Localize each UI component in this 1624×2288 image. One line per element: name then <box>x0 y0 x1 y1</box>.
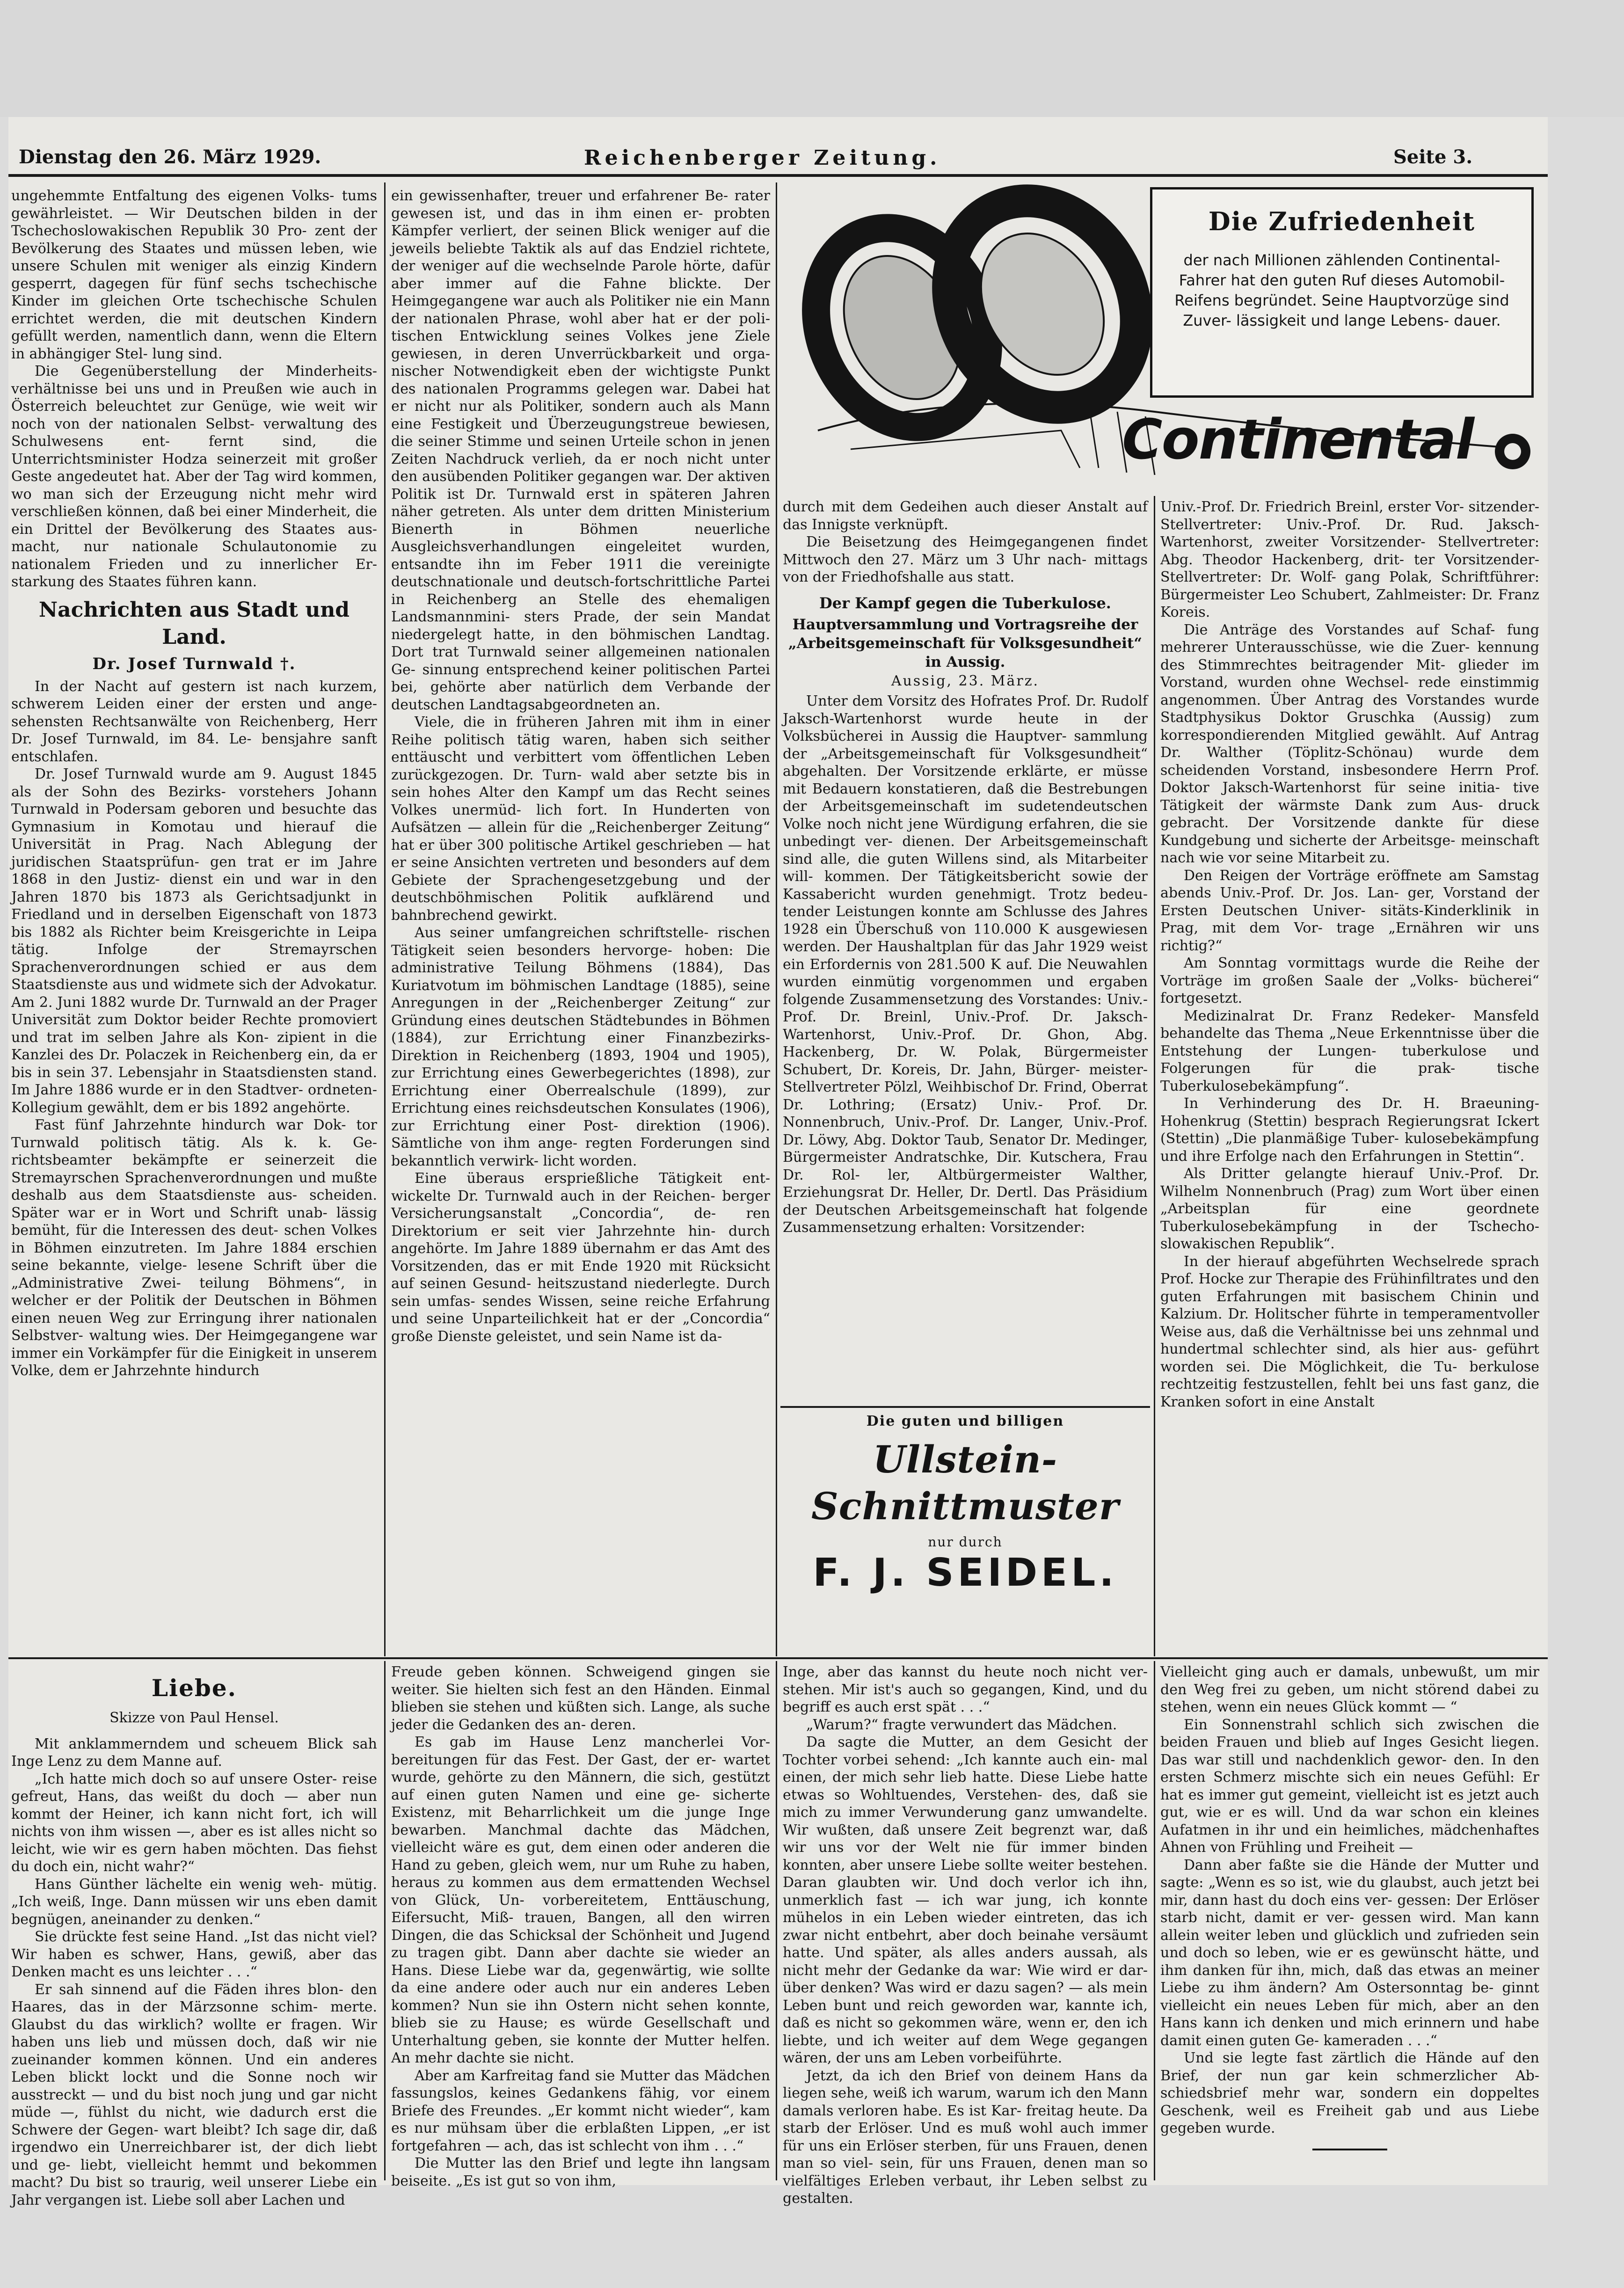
newspaper-page <box>8 117 1548 2208</box>
continental-logo: Continental <box>1122 407 1474 472</box>
article-column-4 <box>1160 498 1539 1654</box>
story-column-3 <box>783 1663 1148 2207</box>
paragraph: Den Reigen der Vorträge eröffnete am Samstag abends Univ.-Prof. Dr. Jos. Lan- ger, Vorstand der Ersten Deutschen Univer- sitäts-Kinderklinik in Prag, mit dem Vor- trage „Ernähren wir uns richtig?“ <box>1160 867 1539 954</box>
article-heading: Der Kampf gegen die Tuberkulose. <box>819 594 1111 612</box>
paragraph: ungehemmte Entfaltung des eigenen Volks- tums gewährleistet. — Wir Deutschen bilden in der Tschechoslowakischen Republik 30 Pro- zent der Bevölkerung des Staates und müssen leben, wie unsere Schulen mit weniger als einzig Kindern gesperrt, dagegen für fünf sechs tschechische Kinder im gleichen Orte tschechische Schulen errichtet werden, die mit deutschen Kindern gefüllt werden, namentlich dann, wenn die Eltern in abhängiger Stel- lung sind. <box>11 188 377 362</box>
seidel-company: F. J. SEIDEL. <box>813 1551 1118 1595</box>
header-page-number: Seite 3. <box>1393 146 1473 168</box>
column-rule <box>1154 496 1155 1656</box>
paragraph: Eine überaus ersprießliche Tätigkeit ent- wickelte Dr. Turnwald auch in der Reichen- berger Versicherungsanstalt „Concordia“, de- ren Direktorium er seit vier Jahrzehnte hin- durch angehörte. Im Jahre 1889 übernahm er das Amt des Vorsitzenden, das er mit Ende 1920 mit Rücksicht auf seinen Gesund- heitszustand niederlegte. Durch sein umfas- sendes Wissen, seine reiche Erfahrung und seine Unparteilichkeit hat er der „Concordia“ große Dienste geleistet, und sein Name ist da- <box>391 1170 770 1345</box>
dateline: Aussig, 23. März. <box>891 672 1040 689</box>
paragraph: Hans Günther lächelte ein wenig weh- mütig. „Ich weiß, Inge. Dann müssen wir uns eben damit begnügen, aneinander zu denken.“ <box>11 1876 377 1928</box>
paragraph: Die Gegenüberstellung der Minderheits- verhältnisse bei uns und in Preußen wie auch in Österreich beleuchtet zur Genüge, wie weit wir noch von der nationalen Selbst- verwaltung des Schulwesens ent- fernt sind, die Unterrichtsminister Hodza seinerzeit mit großer Geste angedeutet hat. Aber der Tag wird kommen, wo man sich der Erzeugung nicht mehr wird verschließen können, daß bei einer Minderheit, die ein Drittel der Bevölkerung des Staates aus- macht, nur nationale Schulautonomie zu nationalem Frieden und zu innerlicher Er- starkung des Staates führen kann. <box>11 363 377 590</box>
paragraph: Medizinalrat Dr. Franz Redeker- Mansfeld behandelte das Thema „Neue Erkenntnisse über die Entstehung der Lungen- tuberkulose und Folgerungen für die prak- tische Tuberkulosebekämpfung“. <box>1160 1007 1539 1094</box>
paragraph: Aber am Karfreitag fand sie Mutter das Mädchen fassungslos, keines Gedankens fähig, vor einem Briefe des Freundes. „Er kommt nicht wieder“, kam es nur mühsam über die erblaßten Lippen, „er ist fortgefahren — ach, das ist schlecht von ihm . . .“ <box>391 2067 770 2154</box>
obituary-heading: Dr. Josef Turnwald †. <box>92 654 296 673</box>
paragraph: Aus seiner umfangreichen schriftstelle- rischen Tätigkeit seien besonders hervorge- hoben: Die administrative Teilung Böhmens (1884), Das Kuriatvotum im böhmischen Landtage (1885), seine Anregungen in der „Reichenberger Zeitung“ zur Gründung eines deutschen Städtebundes in Böhmen (1884), zur Errichtung einer Finanzbezirks- Direktion in Reichenberg (1893, 1904 und 1905), zur Errichtung eines Gewerbegerichtes (1898), zur Errichtung einer Oberrealschule (1899), zur Errichtung eines reichsdeutschen Konsulates (1906), zur Errichtung einer Post- direktion (1906). Sämtliche von ihm ange- regten Forderungen sind bekanntlich verwirk- licht worden. <box>391 925 770 1169</box>
paragraph: Vielleicht ging auch er damals, unbewußt, um mir den Weg frei zu geben, um nicht störend dabei zu stehen, wenn ein neues Glück kommt — “ <box>1160 1664 1539 1715</box>
column-rule <box>776 1661 777 2180</box>
story-byline: Skizze von Paul Hensel. <box>109 1710 279 1726</box>
column-rule <box>1154 1661 1155 2180</box>
paragraph: Es gab im Hause Lenz mancherlei Vor- bereitungen für das Fest. Der Gast, der er- wartet wurde, gehörte zu den Männern, die sich, gestützt auf einen guten Namen und eine ge- sicherte Existenz, mit Beharrlichkeit um die junge Inge bewarben. Manchmal dachte das Mädchen, vielleicht wäre es gut, dem einen oder anderen die Hand zu geben, gleich wem, nur um Ruhe zu haben, heraus zu kommen aus dem ermattenden Wechsel von Glück, Un- vorbereitetem, Enttäuschung, Eifersucht, Miß- trauen, Bangen, all den wirren Dingen, die das Schicksal der Schönheit und Jugend zu tragen gibt. Dann aber dachte sie wieder an Hans. Diese Liebe war da, gegenwärtig, wie sollte da eine andere oder auch nur ein anderes Leben kommen? Nun sie ihn Ostern nicht sehen konnte, blieb sie zu Hause; es würde Gesellschaft und Unterhaltung geben, sie konnte der Mutter helfen. An mehr dachte sie nicht. <box>391 1734 770 2066</box>
paragraph: Viele, die in früheren Jahren mit ihm in einer Reihe politisch tätig waren, haben sich seither enttäuscht und verbittert vom öffentlichen Leben zurückgezogen. Dr. Turn- wald aber setzte bis in sein hohes Alter den Kampf um das Recht seines Volkes unermüd- lich fort. In Hunderten von Aufsätzen — allein für die „Reichenberger Zeitung“ hat er über 300 politische Artikel geschrieben — hat er seine Ansichten vertreten und besonders auf dem Gebiete der Sprachengesetzgebung und der deutschböhmischen Politik aufklärend und bahnbrechend gewirkt. <box>391 714 770 924</box>
seidel-tagline: Die guten und billigen <box>866 1413 1064 1429</box>
paragraph: Sie drückte fest seine Hand. „Ist das nicht viel? Wir haben es schwer, Hans, gewiß, aber das Denken macht es uns leichter . . .“ <box>11 1929 377 1980</box>
scan-border <box>0 0 1624 117</box>
story-end-rule <box>1312 2149 1387 2150</box>
header-rule <box>8 174 1548 177</box>
paragraph: Inge, aber das kannst du heute noch nicht ver- stehen. Mir ist's auch so gegangen, Kind, und du begriff es auch erst spät . . .“ <box>783 1664 1148 1715</box>
story-title: Liebe. <box>151 1674 237 1702</box>
paragraph: In der hierauf abgeführten Wechselrede sprach Prof. Hocke zur Therapie des Frühinfiltrates und den guten Erfahrungen mit basischem Chinin und Kalzium. Dr. Holitscher führte in temperamentvoller Weise aus, daß die Verhältnisse bei uns zehnmal und hundertmal schlechter sind, als hier aus- geführt worden sei. Die Möglichkeit, die Tu- berkulose rechtzeitig festzustellen, fehlt bei uns fast ganz, die Kranken sofort in eine Anstalt <box>1160 1253 1539 1410</box>
paragraph: Er sah sinnend auf die Fäden ihres blon- den Haares, das in der Märzsonne schim- merte. Glaubst du das wirklich? wollte er fragen. Wir haben uns lieb und müssen doch, daß wir nie zueinander kommen können. Und ein anderes Leben blickt lockt und die Sonne noch wir ausstreckt — und du bist noch jung und gar nicht müde —, fühlst du nicht, wie dadurch erst die Schwere der Gegen- wart bleibt? Ich sage dir, daß irgendwo ein Unerreichbarer ist, der dich liebt und ge- liebt, vielleicht hemmt und bekommen macht? Du bist so traurig, weil unserer Liebe ein Jahr vergangen ist. Liebe soll aber Lachen und <box>11 1981 377 2208</box>
ad-rule <box>780 1406 1150 1408</box>
paragraph: Jetzt, da ich den Brief von deinem Hans da liegen sehe, weiß ich warum, warum ich den Mann damals verloren habe. Es ist Kar- freitag heute. Da starb der Erlöser. Und es muß wohl auch immer für uns ein Erlöser sterben, für uns Frauen, denen man so viel- sein, für uns Frauen, denen man so vielfältiges Erleben verbaut, ihr Leben selbst zu gestalten. <box>783 2067 1148 2207</box>
seidel-advertisement <box>780 1413 1150 1652</box>
article-subheading: Hauptversammlung und Vortragsreihe der „Arbeitsgemeinschaft für Volksgesundheit“ in Aussig. <box>788 616 1143 670</box>
story-column-4 <box>1160 1663 1539 2178</box>
paragraph: Freude geben können. Schweigend gingen sie weiter. Sie hielten sich fest an den Händen. Einmal blieben sie stehen und küßten sich. Lange, als suche jeder die Gedanken des an- deren. <box>391 1664 770 1733</box>
paragraph: Die Anträge des Vorstandes auf Schaf- fung mehrerer Unterausschüsse, wie die Zuer- kennung des Stimmrechtes beitragender Mit- glieder im Vorstand, wurden ohne Wechsel- rede einstimmig angenommen. Über Antrag des Vorstandes wurde Stadtphysikus Doktor Gruschka (Aussig) zum korrespondierenden Mitglied gewählt. Auf Antrag Dr. Walther (Töplitz-Schönau) wurde dem scheidenden Vorstand, insbesondere Herrn Prof. Doktor Jaksch-Wartenhorst für seine initia- tive Tätigkeit der wärmste Dank zum Aus- druck gebracht. Der Vorsitzende dankte für diese Kundgebung und sicherte der Arbeitsge- meinschaft nach wie vor seine Mitarbeit zu. <box>1160 621 1539 866</box>
paragraph: Dr. Josef Turnwald wurde am 9. August 1845 als der Sohn des Bezirks- vorstehers Johann Turnwald in Podersam geboren und besuchte das Gymnasium in Komotau und hierauf die Universität in Prag. Nach Ablegung der juridischen Staatsprüfun- gen trat er im Jahre 1868 in den Justiz- dienst ein und war in den Jahren 1870 bis 1873 als Gerichtsadjunkt in Friedland und in derselben Eigenschaft von 1873 bis 1882 als Richter beim Kreisgerichte in Leipa tätig. Infolge der Stremayrschen Sprachenverordnungen schied er aus dem Staatsdienste aus und widmete sich der Advokatur. Am 2. Juni 1882 wurde Dr. Turnwald an der Prager Universität zum Doktor beider Rechte promoviert und trat im selben Jahre als Kon- zipient in die Kanzlei des Dr. Polaczek in Reichenberg ein, da er bis in sein 37. Lebensjahr in Staatsdiensten stand. Im Jahre 1886 wurde er in den Stadtver- ordneten-Kollegium gewählt, dem er bis 1892 angehörte. <box>11 766 377 1116</box>
paragraph: Und sie legte fast zärtlich die Hände auf den Brief, der nun gar kein schmerzlicher Ab- schiedsbrief mehr war, sondern ein doppeltes Geschenk, weil es Freiheit gab und aus Liebe gegeben wurde. <box>1160 2050 1539 2136</box>
paragraph: Dann aber faßte sie die Hände der Mutter und sagte: „Wenn es so ist, wie du glaubst, auch jetzt bei mir, dann hast du doch eins ver- gessen: Der Erlöser starb nicht, damit er ver- gessen wird. Man kann allein weiter leben und glücklich und zufrieden sein und doch so leben, wie er es gewünscht hätte, und ihm danken für ihn, mich, daß das etwas an meiner Liebe zu ihm ändern? Am Ostersonntag be- ginnt vielleicht ein neues Leben für mich, aber an den Hans kann ich denken und mich erinnern und habe damit einen guten Ge- kameraden . . .“ <box>1160 1857 1539 2049</box>
article-column-1 <box>11 187 377 1654</box>
story-column-1 <box>11 1663 377 2208</box>
seidel-product: Ullstein-Schnittmuster <box>811 1437 1119 1528</box>
ad-headline: Die Zufriedenheit <box>1208 206 1476 236</box>
column-rule <box>384 182 386 1656</box>
paragraph: Mit anklammerndem und scheuem Blick sah Inge Lenz zu dem Manne auf. <box>11 1735 377 1770</box>
section-rule <box>8 1657 1548 1659</box>
continental-advertisement <box>780 187 1538 491</box>
paragraph: durch mit dem Gedeihen auch dieser Anstalt auf das Innigste verknüpft. <box>783 499 1148 533</box>
section-heading: Nachrichten aus Stadt und Land. <box>38 598 350 649</box>
column-rule <box>384 1661 386 2180</box>
paragraph: Fast fünf Jahrzehnte hindurch war Dok- tor Turnwald politisch tätig. Als k. k. Ge- richtsbeamter bekämpfte er seinerzeit die Stremayrschen Sprachenverordnungen und mußte deshalb aus dem Staatsdienste aus- scheiden. Später war er in Wort und Schrift unab- lässig bemüht, für die Interessen des deut- schen Volkes in Böhmen einzutreten. Im Jahre 1884 erschien seine bekannte, vielge- lesene Schrift über die „Administrative Zwei- teilung Böhmens“, in welcher er der Politik der Deutschen in Böhmen einen neuen Weg zur Erringung ihrer nationalen Selbstver- waltung wies. Der Heimgegangene war immer ein Vorkämpfer für die Einigkeit in unserem Volke, dem er Jahrzehnte hindurch <box>11 1117 377 1379</box>
paragraph: Da sagte die Mutter, an dem Gesicht der Tochter vorbei sehend: „Ich kannte auch ein- mal einen, der mich sehr lieb hatte. Diese Liebe hatte etwas so Wohltuendes, Verstehen- des, daß sie mich zu immer Verwunderung ganz umwandelte. Wir wußten, daß unsere Zeit begrenzt war, daß wir uns vor der Welt nie für immer binden konnten, aber unsere Liebe sollte weiter bestehen. Daran glaubten wir. Und doch verlor ich ihn, unmerklich fast — ich war jung, ich konnte mühelos in ein Leben wieder eintreten, das ich zwar nicht entbehrt, aber doch beinahe versäumt hatte. Und später, als alles anders aussah, als nicht mehr der Gedanke da war: Wie wird er dar- über denken? Was wird er dazu sagen? — als mein Leben bunt und reich geworden war, kannte ich, daß es nicht so gekommen wäre, wenn er, den ich liebte, und ich weiter auf dem Wege gegangen wären, der uns am Leben vorbeiführte. <box>783 1734 1148 2066</box>
header-date: Dienstag den 26. März 1929. <box>19 146 321 168</box>
story-column-2 <box>391 1663 770 2189</box>
ad-body: der nach Millionen zählenden Continental-Fahrer hat den guten Ruf dieses Automobil- Reifens begründet. Seine Hauptvorzüge sind Zuver- lässigkeit und lange Lebens- dauer. <box>1174 251 1509 329</box>
article-column-2 <box>391 187 770 1654</box>
paragraph: Ein Sonnenstrahl schlich sich zwischen die beiden Frauen und blieb auf Inges Gesicht liegen. Das war still und nachdenklich gewor- den. In den ersten Schmerz mischte sich ein neues Gefühl: Er hat es immer gut gemeint, vielleicht ist es jetzt auch gut, wie er es will. Und da war schon ein kleines Aufatmen in ihr und ein heimliches, mädchenhaftes Ahnen von Frühling und Freiheit — <box>1160 1716 1539 1856</box>
paragraph: Die Beisetzung des Heimgegangenen findet Mittwoch den 27. März um 3 Uhr nach- mittags von der Friedhofshalle aus statt. <box>783 534 1148 585</box>
paragraph: Als Dritter gelangte hierauf Univ.-Prof. Dr. Wilhelm Nonnenbruch (Prag) zum Wort über einen „Arbeitsplan für eine geordnete Tuberkulosebekämpfung in der Tschecho- slowakischen Republik“. <box>1160 1166 1539 1252</box>
paragraph: Unter dem Vorsitz des Hofrates Prof. Dr. Rudolf Jaksch-Wartenhorst wurde heute in der Volksbücherei in Aussig die Hauptver- sammlung der „Arbeitsgemeinschaft für Volksgesundheit“ abgehalten. Der Vorsitzende erklärte, er müsse mit Bedauern konstatieren, daß die Bestrebungen der Arbeitsgemeinschaft im sudetendeutschen Volke noch nicht jene Würdigung erfahren, die sie unbedingt ver- dienen. Der Arbeitsgemeinschaft sind alle, die guten Willens sind, als Mitarbeiter will- kommen. Der Tätigkeitsbericht sowie der Kassabericht wurden genehmigt. Trotz bedeu- tender Leistungen konnte am Schlusse des Jahres 1928 ein Überschuß von 110.000 K ausgewiesen werden. Der Haushaltplan für das Jahr 1929 weist ein Erfordernis von 281.500 K auf. Die Neuwahlen wurden einmütig vorgenommen und ergaben folgende Zusammensetzung des Vorstandes: Univ.- Prof. Dr. Breinl, Univ.-Prof. Dr. Jaksch- Wartenhorst, Univ.-Prof. Dr. Ghon, Abg. Hackenberg, Dr. W. Polak, Bürgermeister Schubert, Dr. Koreis, Dr. Jahn, Bürger- meister-Stellvertreter Pölzl, Weihbischof Dr. Frind, Oberrat Dr. Lothring; (Ersatz) Univ.- Prof. Dr. Nonnenbruch, Univ.-Prof. Dr. Langer, Univ.-Prof. Dr. Löwy, Abg. Doktor Taub, Senator Dr. Medinger, Bürgermeister Andratschke, Dir. Kutschera, Frau Dr. Rol- ler, Altbürgermeister Walther, Erziehungsrat Dr. Heller, Dr. Dertl. Das Präsidium der Deutschen Arbeitsgemeinschaft hat folgende Zusammensetzung erhalten: Vorsitzender: <box>783 693 1148 1236</box>
seidel-via: nur durch <box>928 1534 1003 1550</box>
paragraph: In Verhinderung des Dr. H. Braeuning- Hohenkrug (Stettin) besprach Regierungsrat Ickert (Stettin) „Die planmäßige Tuber- kulosebekämpfung und ihre Erfolge nach den Erfahrungen in Stettin“. <box>1160 1095 1539 1165</box>
paragraph: In der Nacht auf gestern ist nach kurzem, schwerem Leiden einer der ersten und ange- sehensten Rechtsanwälte von Reichenberg, Herr Dr. Josef Turnwald, im 84. Le- bensjahre sanft entschlafen. <box>11 678 377 765</box>
article-column-3 <box>783 498 1148 1404</box>
brand-emblem <box>1492 430 1534 473</box>
column-rule <box>776 182 777 1656</box>
paragraph: Univ.-Prof. Dr. Friedrich Breinl, erster Vor- sitzender-Stellvertreter: Univ.-Prof. Dr. Rud. Jaksch-Wartenhorst, zweiter Vorsitzender- Stellvertreter: Abg. Theodor Hackenberg, drit- ter Vorsitzender-Stellvertreter: Dr. Wolf- gang Polak, Schriftführer: Bürgermeister Leo Schubert, Zahlmeister: Dr. Franz Koreis. <box>1160 499 1539 620</box>
paragraph: „Ich hatte mich doch so auf unsere Oster- reise gefreut, Hans, das weißt du doch — aber nun kommt der Heiner, ich kann nicht fort, ich will nichts von ihm wissen —, aber es ist alles nicht so leicht, wie wir es gern haben möchten. Das fiehst du doch ein, nicht wahr?“ <box>11 1771 377 1875</box>
paragraph: „Warum?“ fragte verwundert das Mädchen. <box>806 1716 1117 1733</box>
header-title: Reichenberger Zeitung. <box>584 146 941 170</box>
ad-text-box <box>1150 187 1534 398</box>
paragraph: Am Sonntag vormittags wurde die Reihe der Vorträge im großen Saale der „Volks- bücherei“ fortgesetzt. <box>1160 955 1539 1006</box>
paragraph: Die Mutter las den Brief und legte ihn langsam beiseite. „Es ist gut so von ihm, <box>391 2155 770 2189</box>
paragraph: ein gewissenhafter, treuer und erfahrener Be- rater gewesen ist, und das in ihm einen er- probten Kämpfer verliert, der seinen Blick weniger auf die jeweils beliebte Taktik als auf das Endziel richtete, der weniger auf die wechselnde Parole hörte, dafür aber immer auf die Fahne blickte. Der Heimgegangene war auch als Politiker nie ein Mann der nationalen Phrase, wohl aber hat er der poli- tischen Entwicklung seines Volkes jene Ziele gewiesen, in deren Unverrückbarkeit und orga- nischer Notwendigkeit eben der wichtigste Punkt des nationalen Programms gelegen war. Dabei hat er nicht nur als Politiker, sondern auch als Mann eine Festigkeit und Überzeugungstreue bewiesen, die seiner Stimme und seinen Urteile schon in jenen Zeiten Nachdruck verlieh, da er noch nicht unter den ausübenden Politiker gegangen war. Der aktiven Politik ist Dr. Turnwald erst in späteren Jahren näher getreten. Als unter dem dritten Ministerium Bienerth in Böhmen neuerliche Ausgleichsverhandlungen eingeleitet wurden, entsandte ihn im Feber 1911 die vereinigte deutschnationale und deutsch-fortschrittliche Partei in Reichenberg an Stelle des ehemaligen Landsmannmini- sters Prade, der sein Mandat niedergelegt hatte, in den böhmischen Landtag. Dort trat Turnwald seiner allgemeinen nationalen Ge- sinnung entsprechend keiner politischen Partei bei, gehörte aber natürlich dem Verbande der deutschen Landtagsabgeordneten an. <box>391 188 770 713</box>
